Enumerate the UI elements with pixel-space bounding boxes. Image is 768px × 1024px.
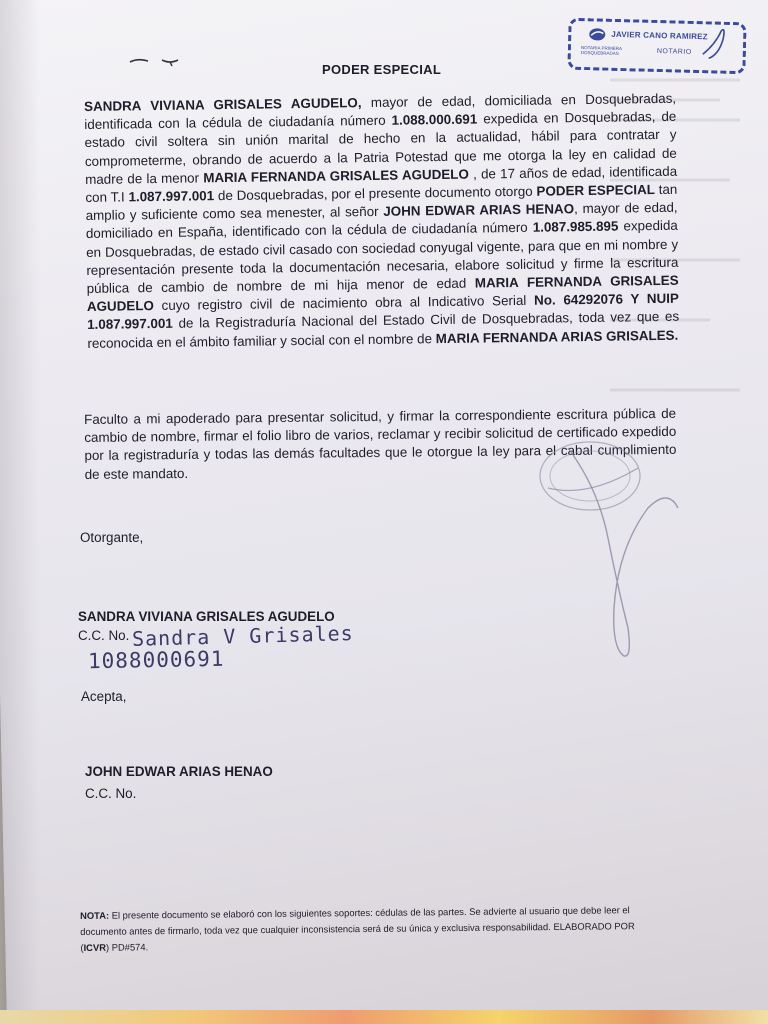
attorney-id-number: 1.087.985.895 — [532, 218, 619, 236]
attorney-name: JOHN EDWAR ARIAS HENAO — [383, 201, 575, 220]
document-title: PODER ESPECIAL — [322, 62, 442, 77]
main-paragraph — [84, 90, 680, 353]
notary-office: NOTARIA PRIMERA DOSQUEBRADAS — [580, 45, 622, 57]
minor-id-number: 1.087.997.001 — [128, 188, 215, 205]
paragraph-text: , de 17 años de edad, identificada con T.I — [85, 163, 678, 206]
paragraph-text: cuyo registro civil de nacimiento obra al Indicativo Serial — [153, 292, 535, 314]
grantor-handwritten-id: 1088000691 — [87, 646, 225, 674]
grantor-cc-label: C.C. No. — [78, 628, 130, 643]
paragraph-text: tan amplio y suficiente como sea menester, al señor — [85, 181, 678, 224]
notary-stamp — [567, 18, 746, 75]
acceptance-label: Acepta, — [81, 689, 127, 704]
paragraph-text: , mayor de edad, domiciliado en España, identificado con la cédula de ciudadanía número — [85, 199, 678, 242]
registry-serial: No. 64292076 Y NUIP 1.087.997.001 — [87, 290, 679, 333]
notary-logo-icon — [587, 27, 607, 42]
grantor-name: SANDRA VIVIANA GRISALES AGUDELO, — [84, 95, 362, 114]
attorney-signature-name: JOHN EDWAR ARIAS HENAO — [85, 764, 273, 779]
minor-name: MARIA FERNANDA GRISALES AGUDELO — [203, 166, 469, 186]
paragraph-text: de la Registraduría Nacional del Estado Civil de Dosquebradas, toda vez que es reconocida en el ámbito familiar y social con el nombre de — [87, 309, 680, 351]
notary-name: JAVIER CANO RAMIREZ — [611, 29, 708, 42]
grantor-id-number: 1.088.000.691 — [391, 111, 478, 128]
notary-seal-signature — [528, 428, 698, 668]
new-name: MARIA FERNANDA ARIAS GRISALES. — [435, 327, 679, 346]
faculties-paragraph: Faculto a mi apoderado para presentar solicitud, y firmar la correspondiente escritura pública de cambio de nombre, firmar el folio libro de varios, reclamar y recibir solicitud de certificado expedido por la registraduría y todas las demás facultades que le otorgue la ley para el cabal cumplimiento de este mandato. — [84, 405, 677, 482]
footnote-text-end: ) PD#574. — [105, 941, 149, 953]
footnote-code: ICVR — [83, 941, 107, 953]
pen-mark — [128, 54, 188, 70]
notary-signature — [695, 24, 736, 65]
attorney-cc-label: C.C. No. — [85, 786, 137, 801]
grantor-signature-name: SANDRA VIVIANA GRISALES AGUDELO — [78, 609, 335, 624]
minor-name-2: MARIA FERNANDA GRISALES AGUDELO — [86, 272, 679, 315]
grantor-handwritten-signature: Sandra V Grisales — [131, 621, 354, 651]
footnote — [80, 902, 662, 956]
footnote-text: El presente documento se elaboró con los siguientes soportes: cédulas de las partes. Se advierte al usuario que debe leer el documento antes de firmarlo, toda vez que cualquier inconsistencia será de su única y exclusiva responsabilidad. ELABORADO POR ( — [80, 904, 635, 953]
notary-role: NOTARIO — [656, 47, 692, 56]
grantor-label: Otorgante, — [80, 530, 144, 545]
paragraph-text: expedida en Dosquebradas, de estado civil casado con sociedad conyugal vigente, para que en mi nombre y representación presente toda la documentación necesaria, elabore solicitud y firme la escritura pública de cambio de nombre de mi hija menor de edad — [86, 218, 679, 297]
power-type: PODER ESPECIAL — [536, 182, 655, 199]
paragraph-text: de Dosquebradas, por el presente documento otorgo — [214, 183, 537, 204]
footnote-label: NOTA: — [80, 909, 110, 921]
paragraph-text: mayor de edad, domiciliada en Dosquebradas, identificada con la cédula de ciudadanía número — [84, 90, 677, 133]
paragraph-text: expedida en Dosquebradas, de estado civil soltera sin unión marital de hecho en la actualidad, hábil para contratar y comprometerme, obrando de acuerdo a la Patria Potestad que me otorga la ley en calidad de madre de la menor — [84, 108, 677, 187]
